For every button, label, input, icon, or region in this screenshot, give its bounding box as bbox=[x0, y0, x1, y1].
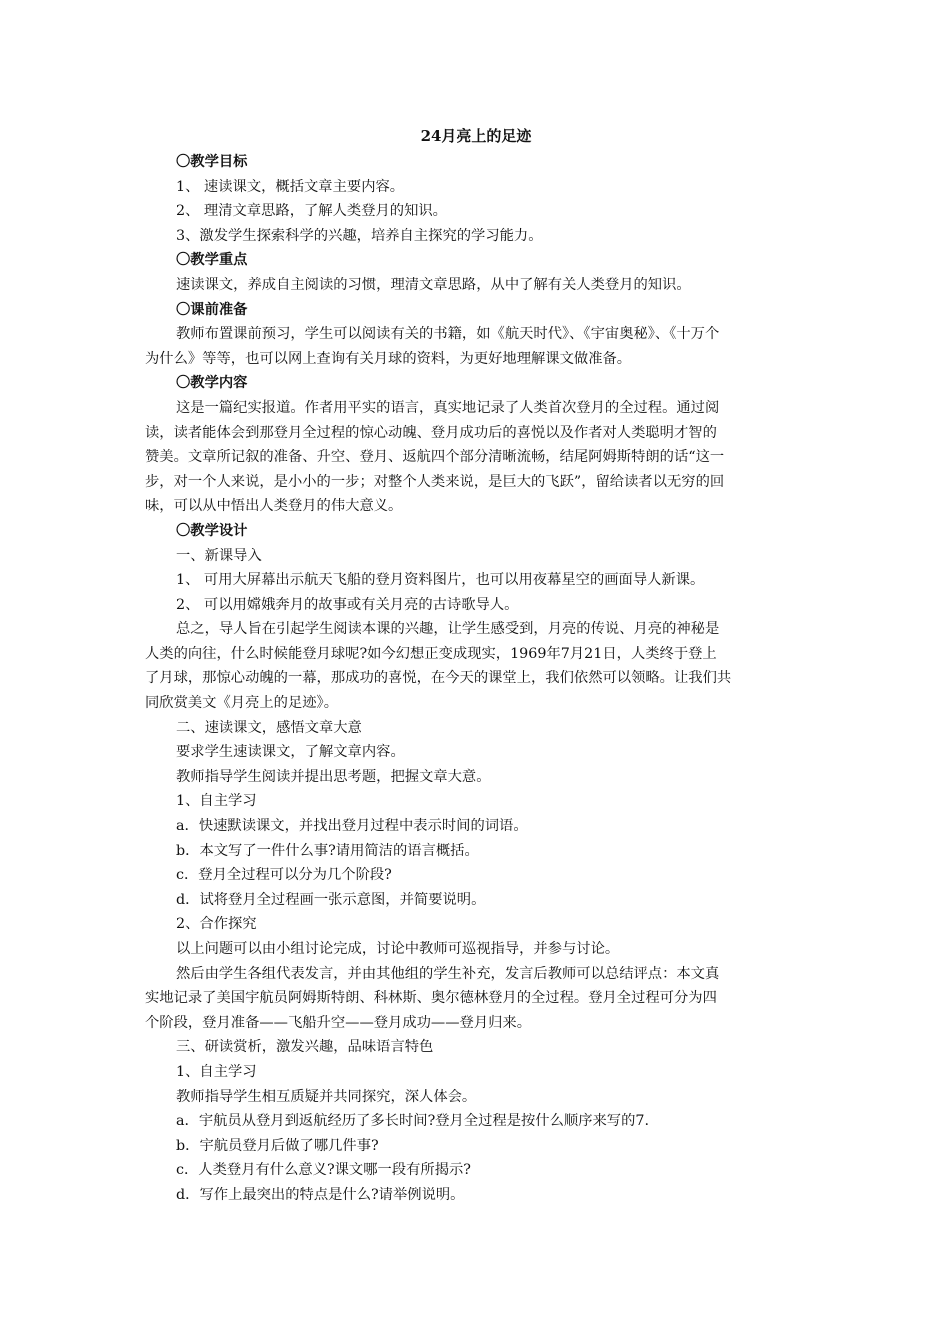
list-item: b．宇航员登月后做了哪几件事? bbox=[176, 1137, 379, 1154]
list-item: 教师指导学生阅读并提出思考题，把握文章大意。 bbox=[176, 768, 491, 785]
paragraph-line: 读，读者能体会到那登月全过程的惊心动魄、登月成功后的喜悦以及作者对人类聪明才智的 bbox=[145, 424, 717, 441]
paragraph-line: 步，对一个人来说，是小小的一步；对整个人类来说，是巨大的飞跃”，留给读者以无穷的回 bbox=[145, 473, 725, 490]
goal-item: 2、 理清文章思路，了解人类登月的知识。 bbox=[176, 203, 447, 220]
list-item: 教师指导学生相互质疑并共同探究，深人体会。 bbox=[176, 1088, 477, 1105]
list-item: 2、 可以用嫦娥奔月的故事或有关月亮的古诗歌导人。 bbox=[176, 596, 519, 613]
document-title: 24月亮上的足迹 bbox=[420, 127, 532, 145]
paragraph-line: 实地记录了美国宇航员阿姆斯特朗、科林斯、奥尔德林登月的全过程。登月全过程可分为四 bbox=[145, 990, 717, 1007]
list-item: 以上问题可以由小组讨论完成，讨论中教师可巡视指导，并参与讨论。 bbox=[176, 941, 620, 957]
list-item: d．写作上最突出的特点是什么?请举例说明。 bbox=[176, 1186, 465, 1203]
prep-heading: 〇课前准备 bbox=[176, 301, 248, 318]
goal-item: 3、激发学生探索科学的兴趣，培养自主探究的学习能力。 bbox=[176, 227, 543, 244]
section-heading: 三、研读赏析，激发兴趣，品味语言特色 bbox=[176, 1039, 434, 1056]
document-page bbox=[145, 124, 807, 1208]
section-heading: 二、速读课文，感悟文章大意 bbox=[176, 719, 362, 736]
focus-text: 速读课文，养成自主阅读的习惯，理清文章思路，从中了解有关人类登月的知识。 bbox=[176, 276, 691, 293]
paragraph-line: 总之，导人旨在引起学生阅读本课的兴趣，让学生感受到，月亮的传说、月亮的神秘是 bbox=[176, 621, 720, 638]
goals-heading: 〇教学目标 bbox=[176, 154, 248, 170]
content-paragraph bbox=[145, 396, 807, 519]
focus-heading: 〇教学重点 bbox=[176, 252, 248, 269]
section-heading: 一、新课导入 bbox=[176, 547, 262, 564]
list-item: 要求学生速读课文，了解文章内容。 bbox=[176, 744, 405, 761]
prep-paragraph bbox=[145, 322, 807, 371]
content-heading: 〇教学内容 bbox=[176, 375, 248, 392]
list-item: d．试将登月全过程画一张示意图，并简要说明。 bbox=[176, 891, 486, 908]
list-item: 1、 可用大屏幕出示航天飞船的登月资料图片，也可以用夜幕星空的画面导人新课。 bbox=[176, 572, 705, 589]
list-item: c．登月全过程可以分为几个阶段? bbox=[176, 867, 392, 884]
list-item: c．人类登月有什么意义?课文哪一段有所揭示? bbox=[176, 1162, 471, 1179]
list-item: b．本文写了一件什么事?请用简洁的语言概括。 bbox=[176, 842, 479, 859]
paragraph-line: 这是一篇纪实报道。作者用平实的语言，真实地记录了人类首次登月的全过程。通过阅 bbox=[176, 399, 720, 416]
paragraph-line: 为什么》等等，也可以网上查询有关月球的资料，为更好地理解课文做准备。 bbox=[145, 350, 632, 367]
discussion-summary-paragraph bbox=[145, 962, 807, 1036]
list-item: 2、合作探究 bbox=[176, 916, 257, 933]
paragraph-line: 同欣赏美文《月亮上的足迹》。 bbox=[145, 695, 339, 712]
paragraph-line: 个阶段，登月准备——飞船升空——登月成功——登月归来。 bbox=[145, 1014, 532, 1031]
paragraph-line: 教师布置课前预习，学生可以阅读有关的书籍，如《航天时代》、《宇宙奥秘》、《十万个 bbox=[176, 326, 720, 343]
paragraph-line: 赞美。文章所记叙的准备、升空、登月、返航四个部分清晰流畅，结尾阿姆斯特朗的话“这一 bbox=[145, 449, 725, 466]
list-item: a．快速默读课文，并找出登月过程中表示时间的词语。 bbox=[176, 818, 528, 835]
design-heading: 〇教学设计 bbox=[176, 522, 248, 539]
goal-item: 1、 速读课文，概括文章主要内容。 bbox=[176, 178, 405, 195]
paragraph-line: 然后由学生各组代表发言，并由其他组的学生补充，发言后教师可以总结评点：本文真 bbox=[176, 965, 720, 982]
paragraph-line: 人类的向往，什么时候能登月球呢?如今幻想正变成现实，1969年7月21日，人类终于登上 bbox=[145, 645, 717, 662]
list-item: 1、自主学习 bbox=[176, 1063, 257, 1080]
list-item: 1、自主学习 bbox=[176, 793, 257, 810]
intro-summary-paragraph bbox=[145, 617, 807, 715]
paragraph-line: 味，可以从中悟出人类登月的伟大意义。 bbox=[145, 498, 403, 515]
paragraph-line: 了月球，那惊心动魄的一幕，那成功的喜悦，在今天的课堂上，我们依然可以领略。让我们共 bbox=[145, 670, 732, 687]
list-item: a．宇航员从登月到返航经历了多长时间?登月全过程是按什么顺序来写的7. bbox=[176, 1113, 650, 1130]
